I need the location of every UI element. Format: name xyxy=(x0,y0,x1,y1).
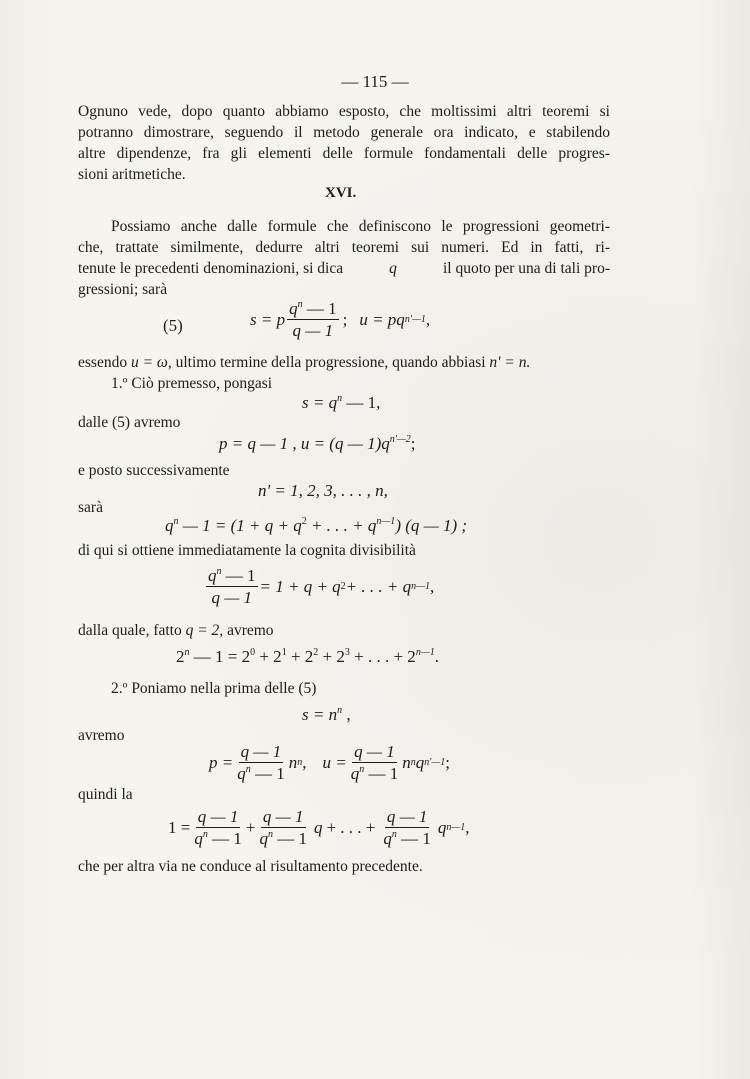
item1-eq-n-text: n' = 1, 2, 3, . . . , n, xyxy=(258,481,388,500)
item2-u-num: q — 1 xyxy=(354,742,395,761)
item1-eq-div-d: ) (q — 1) ; xyxy=(395,516,468,535)
item1-eq-div-exp1: n xyxy=(173,516,179,527)
item2-p-fraction xyxy=(235,743,287,782)
eq5 xyxy=(250,300,430,339)
para2-line2: che, trattate similmente, dedurre altri teoremi sui numeri. Ed in fatti, ri- xyxy=(78,239,610,256)
para1-line4: sioni aritmetiche. xyxy=(78,166,186,183)
item2-intro xyxy=(111,680,316,698)
pow2-e3: 1 xyxy=(281,647,287,658)
item1-divisibility: $\frac{q^n — 1}{q — 1}$ = 1 + q + q 2 + . . . + q n—1 , xyxy=(208,566,435,607)
item2-dots: + . . . + xyxy=(326,817,376,837)
item2-sum-lhs: 1 = xyxy=(168,817,191,837)
eq5-num: q xyxy=(289,299,298,318)
item1-frac-num: q xyxy=(208,566,217,585)
item1-eq-s-text: s = q xyxy=(302,393,338,412)
item1-frac-rhs-a: = 1 + q + q xyxy=(259,576,341,596)
item2-eq-s-exp: n xyxy=(337,705,343,716)
eq5-num-exp: n xyxy=(297,299,303,310)
item2-u-den: q xyxy=(350,764,360,783)
item1-frac-rhs-end: , xyxy=(430,576,435,596)
item1-eq-pu-text: p = q — 1 , u = (q — 1)q xyxy=(219,434,390,453)
item2-t2-den-exp: n xyxy=(267,829,273,840)
item2-eq-s-text: s = n xyxy=(302,705,338,724)
item1-eq-s-exp: n xyxy=(337,393,343,404)
item2-t2-den: q xyxy=(259,829,268,848)
item1-eq-pu-exp: n'—2 xyxy=(389,434,411,445)
item2-avremo: avremo xyxy=(78,727,125,744)
item2-t3-num: q — 1 xyxy=(386,807,428,826)
item2-t3-den: q xyxy=(383,829,392,848)
item1-quisi: di qui si ottiene immediatamente la cognita divisibilità xyxy=(78,542,416,559)
page-number: — 115 — xyxy=(341,72,409,91)
item2-u-fraction xyxy=(349,743,401,782)
item1-eq-pu-end: ; xyxy=(410,434,416,453)
eq5-num-rest: — 1 xyxy=(302,299,337,318)
eq5-s-lhs: s = p xyxy=(250,309,286,329)
pow2-e1: n xyxy=(184,647,190,658)
item1-eq-div-b: — 1 = (1 + q + q xyxy=(178,516,302,535)
conclusion: che per altra via ne conduce al risultamento precedente. xyxy=(78,858,423,875)
item2-end: , xyxy=(465,817,470,837)
item1-eq-div-a: q xyxy=(165,516,174,535)
para2-line3 xyxy=(78,260,610,278)
item2-t1-den-exp: n xyxy=(202,829,208,840)
item2-u-den-rest: — 1 xyxy=(364,764,399,783)
item2-p-tail: n xyxy=(288,752,298,772)
item1-frac-rhs-b: + . . . + q xyxy=(345,576,412,596)
item2-sum-term1 xyxy=(192,808,244,847)
item2-t2-num: q — 1 xyxy=(262,807,304,826)
item2-eq-s-end: , xyxy=(342,705,351,724)
item1-eq-s xyxy=(302,393,380,413)
para2-line3-b: il quoto per una di tali pro- xyxy=(442,260,610,277)
item2-quindi: quindi la xyxy=(78,786,133,803)
pow2-e: + 2 xyxy=(318,647,345,666)
item2-u-tail2-exp: n'—1 xyxy=(424,756,446,768)
item2-p-den-rest: — 1 xyxy=(250,764,285,783)
eq5-u: u = pq xyxy=(359,309,405,329)
item2-t1-den: q xyxy=(194,829,203,848)
item1-frac-rhs-exp2: n—1 xyxy=(411,580,431,592)
pow2-e2: 0 xyxy=(250,647,256,658)
item1-eq-div-exp3: n—1 xyxy=(376,516,396,527)
para2-line4: gressioni; sarà xyxy=(78,281,168,298)
item2-p-den: q xyxy=(237,764,246,783)
item2-t2-den-rest: — 1 xyxy=(272,829,307,848)
para1-line1: Ognuno vede, dopo quanto abbiamo esposto, che moltissimi altri teoremi si xyxy=(78,103,610,120)
item2-sum-term3 xyxy=(381,808,433,847)
item2-sum-term2 xyxy=(257,808,309,847)
item2-plus: + xyxy=(245,817,256,837)
para2-line3-var: q xyxy=(389,260,397,277)
pow2-e5: 3 xyxy=(344,647,350,658)
item2-eq-s xyxy=(302,705,351,725)
pow2-end: . xyxy=(434,647,439,666)
item2-t3-den-exp: n xyxy=(391,829,397,840)
item1-dalle: dalle (5) avremo xyxy=(78,414,181,431)
item1-intro xyxy=(111,375,272,393)
item2-p-sep: , xyxy=(302,752,307,772)
item1-eq-div-c: + . . . + q xyxy=(306,516,377,535)
item1-frac-num-exp: n xyxy=(216,566,222,577)
item2-q: q xyxy=(313,817,323,837)
eq5-end: , xyxy=(425,309,431,329)
item1-eq-pu xyxy=(219,434,416,454)
essendo-b: u = ω, xyxy=(130,354,172,371)
item1-dalla-end: avremo xyxy=(227,622,274,639)
pow2-f: + . . . + 2 xyxy=(349,647,416,666)
essendo-line xyxy=(78,354,530,372)
item1-posto: e posto successivamente xyxy=(78,462,230,479)
pow2-e6: n—1 xyxy=(415,647,435,658)
item2-p-tail-exp: n xyxy=(297,756,303,768)
item2-t1-num: q — 1 xyxy=(197,807,239,826)
item2-u-end: ; xyxy=(445,752,450,772)
item1-div-fraction xyxy=(206,567,258,606)
pow2-d: + 2 xyxy=(286,647,314,666)
item2-t3-den-rest: — 1 xyxy=(396,829,431,848)
item2-q-last: q xyxy=(437,817,447,837)
item1-dalla-eq: q = 2, xyxy=(185,622,224,639)
item1-label: 1.º xyxy=(111,375,128,392)
item1-sara: sarà xyxy=(78,499,103,516)
essendo-d: n' = n. xyxy=(489,354,531,371)
item2-p-lhs: p = xyxy=(209,752,234,772)
item2-p-den-exp: n xyxy=(245,764,251,775)
item1-eq-s-rest: — 1, xyxy=(342,393,381,412)
item1-pow2 xyxy=(176,647,439,667)
essendo-a: essendo xyxy=(78,354,128,371)
item1-dalla-a: dalla quale, fatto xyxy=(78,622,182,639)
pow2-a: 2 xyxy=(176,647,185,666)
para1-line2: potranno dimostrare, seguendo il metodo generale ora indicato, e stabilendo xyxy=(78,124,610,141)
eq5-sep: ; xyxy=(342,309,348,329)
item2-u-tail: n xyxy=(402,752,411,772)
item1-dalla xyxy=(78,622,274,640)
eq5-den: q — 1 xyxy=(292,321,334,340)
item1-eq-div xyxy=(165,516,467,536)
item2-last-exp: n—1 xyxy=(446,821,466,833)
item2-sum xyxy=(168,808,470,847)
para2-line3-a: tenute le precedenti denominazioni, si dica xyxy=(78,260,344,277)
item2-u-tail2: q xyxy=(415,752,425,772)
item2-u-den-exp: n xyxy=(359,764,365,775)
item1-frac-den: q — 1 xyxy=(211,588,253,607)
essendo-c: ultimo termine della progressione, quando abbiasi xyxy=(175,354,486,371)
item1-text: Ciò premesso, pongasi xyxy=(131,375,273,392)
para1-line3: altre dipendenze, fra gli elementi delle formule fondamentali delle progres- xyxy=(78,145,610,162)
item2-text: Poniamo nella prima delle (5) xyxy=(131,680,317,697)
para2-line1: Possiamo anche dalle formule che definiscono le progressioni geometri- xyxy=(111,218,610,235)
item1-frac-num-rest: — 1 xyxy=(221,566,256,585)
pow2-b: — 1 = 2 xyxy=(189,647,251,666)
item2-t1-den-rest: — 1 xyxy=(207,829,242,848)
eq5-u-exp: n'—1 xyxy=(404,313,426,325)
section-heading: XVI. xyxy=(325,185,357,201)
item2-p-num: q — 1 xyxy=(240,742,282,761)
pow2-c: + 2 xyxy=(255,647,282,666)
item2-u-lhs: u = xyxy=(322,752,347,772)
item1-eq-div-exp2: 2 xyxy=(301,516,307,527)
item2-label: 2.º xyxy=(111,680,128,697)
eq5-label: (5) xyxy=(163,316,183,335)
item1-eq-n xyxy=(258,481,388,501)
item2-u-tail-exp: n xyxy=(410,756,416,768)
eq5-fraction xyxy=(287,300,339,339)
pow2-e4: 2 xyxy=(313,647,319,658)
item2-eq-pu xyxy=(209,743,450,782)
